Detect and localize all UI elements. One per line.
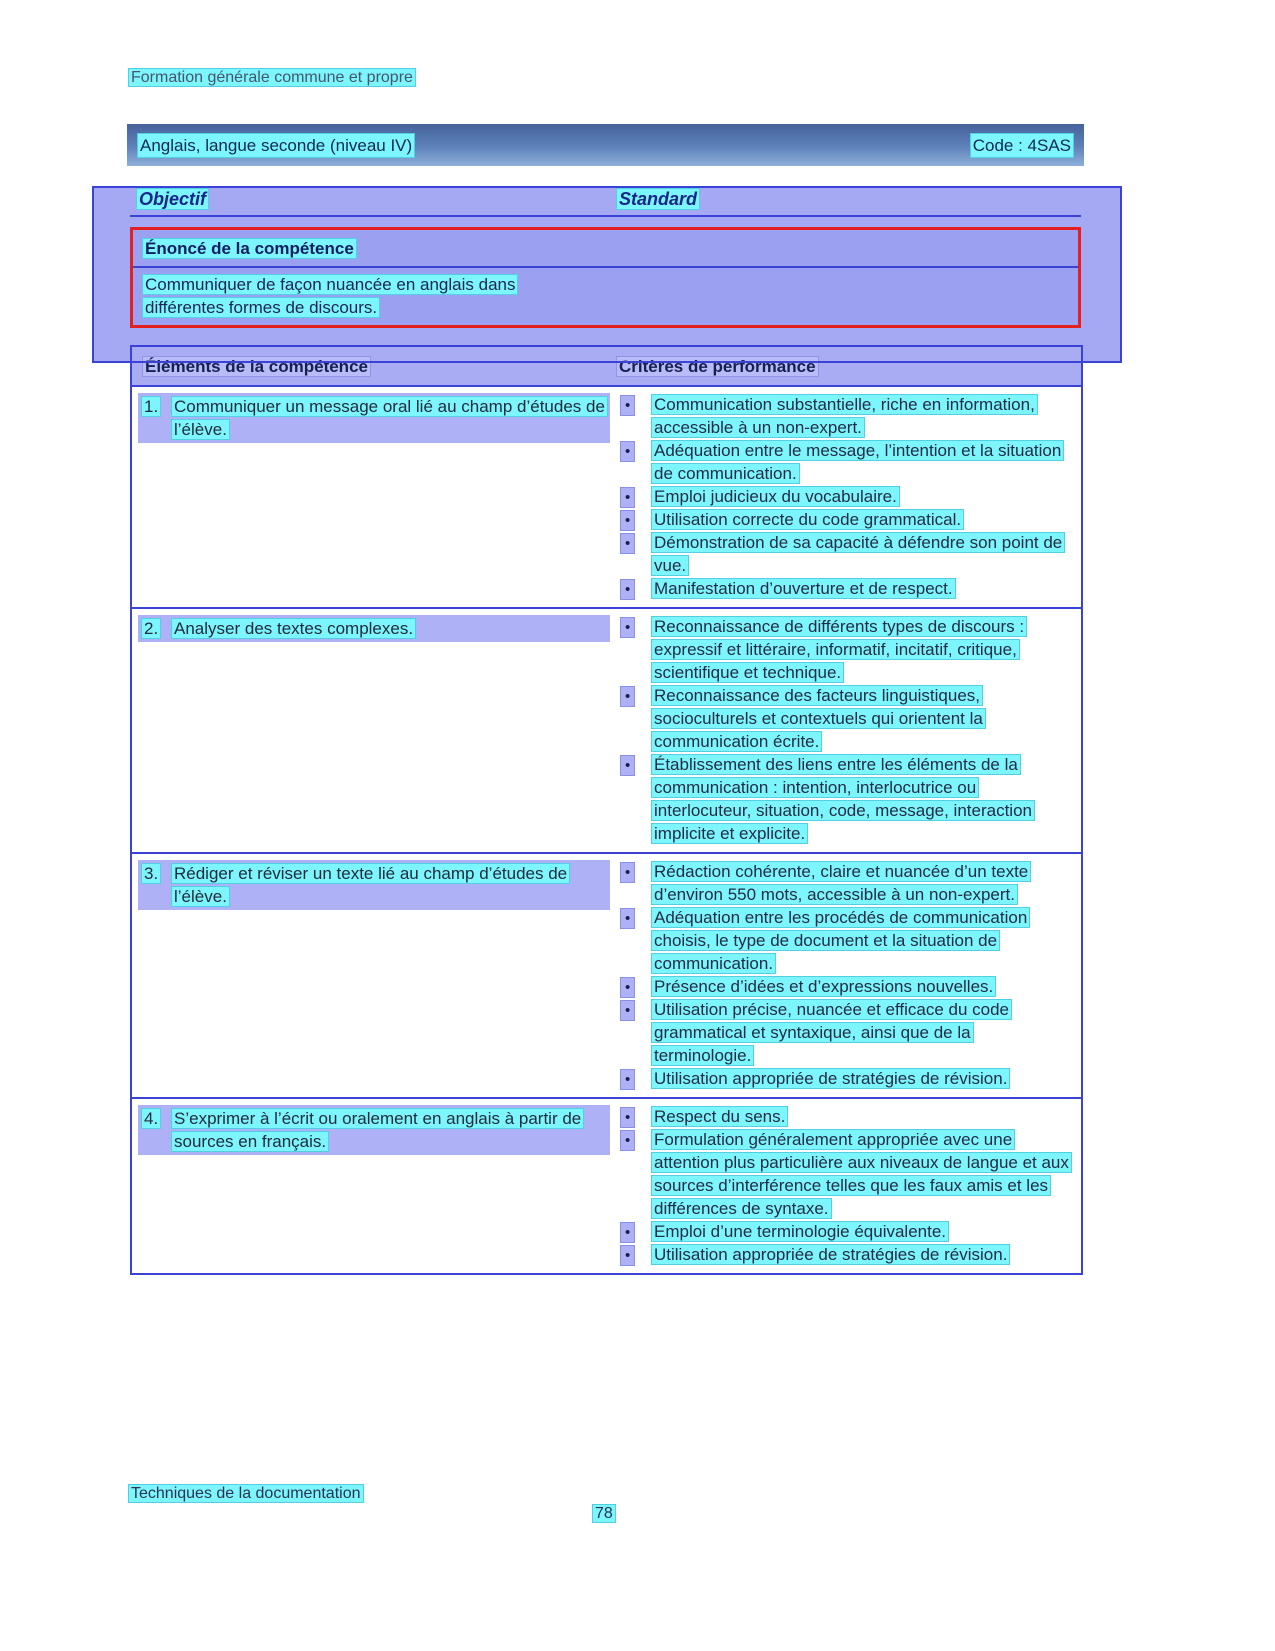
criterion-text: Utilisation appropriée de stratégies de révision. bbox=[651, 1243, 1071, 1266]
element-cell bbox=[138, 860, 618, 1090]
bullet-icon: • bbox=[618, 906, 651, 929]
page-number bbox=[592, 1502, 616, 1525]
bullet-icon: • bbox=[618, 1067, 651, 1090]
criterion-item bbox=[618, 531, 1071, 577]
criterion-item bbox=[618, 1128, 1071, 1220]
page-number-text: 78 bbox=[592, 1504, 616, 1523]
element-text: S’exprimer à l’écrit ou oralement en anglais à partir de sources en français. bbox=[171, 1107, 607, 1153]
bullet-icon: • bbox=[618, 439, 651, 462]
criterion-text: Emploi d’une terminologie équivalente. bbox=[651, 1220, 1071, 1243]
table-body bbox=[132, 387, 1081, 1273]
criterion-item bbox=[618, 1105, 1071, 1128]
bullet-icon: • bbox=[618, 393, 651, 416]
criterion-text: Reconnaissance de différents types de discours : expressif et littéraire, informatif, incitatif, critique, scientifique et technique. bbox=[651, 615, 1071, 684]
bullet-icon: • bbox=[618, 860, 651, 883]
bullet-icon: • bbox=[618, 1243, 651, 1266]
bullet-icon: • bbox=[618, 684, 651, 707]
criterion-text: Utilisation correcte du code grammatical. bbox=[651, 508, 1071, 531]
element-cell bbox=[138, 615, 618, 845]
element-text: Communiquer un message oral lié au champ d’études de l’élève. bbox=[171, 395, 607, 441]
criterion-text: Communication substantielle, riche en information, accessible à un non-expert. bbox=[651, 393, 1071, 439]
element-item bbox=[138, 393, 610, 443]
course-title: Anglais, langue seconde (niveau IV) bbox=[137, 133, 415, 158]
element-cell bbox=[138, 393, 618, 600]
col-header-elements-text: Éléments de la compétence bbox=[142, 356, 371, 377]
bullet-icon: • bbox=[618, 1105, 651, 1128]
criterion-text: Présence d’idées et d’expressions nouvelles. bbox=[651, 975, 1071, 998]
bullet-icon: • bbox=[618, 975, 651, 998]
element-text: Rédiger et réviser un texte lié au champ d’études de l’élève. bbox=[171, 862, 607, 908]
bullet-icon: • bbox=[618, 577, 651, 600]
col-header-criteria-text: Critères de performance bbox=[616, 356, 819, 377]
standard-heading-text: Standard bbox=[616, 188, 700, 210]
course-banner bbox=[127, 124, 1084, 166]
criteria-list bbox=[618, 860, 1081, 1090]
col-header-elements bbox=[142, 355, 616, 378]
criterion-text: Utilisation appropriée de stratégies de révision. bbox=[651, 1067, 1071, 1090]
element-number: 4. bbox=[141, 1107, 171, 1153]
bullet-icon: • bbox=[618, 1220, 651, 1243]
section-label-text: Formation générale commune et propre bbox=[128, 68, 416, 87]
objectif-heading-text: Objectif bbox=[136, 188, 209, 210]
criterion-item bbox=[618, 1220, 1071, 1243]
bullet-icon: • bbox=[618, 1128, 651, 1151]
criterion-text: Utilisation précise, nuancée et efficace du code grammatical et syntaxique, ainsi que de la terminologie. bbox=[651, 998, 1071, 1067]
criteria-list bbox=[618, 1105, 1081, 1266]
criterion-text: Manifestation d’ouverture et de respect. bbox=[651, 577, 1071, 600]
course-code: Code : 4SAS bbox=[970, 133, 1074, 158]
criterion-text: Reconnaissance des facteurs linguistiques, socioculturels et contextuels qui orientent la communication écrite. bbox=[651, 684, 1071, 753]
table-row bbox=[132, 607, 1081, 852]
criterion-item bbox=[618, 615, 1071, 684]
criterion-item bbox=[618, 508, 1071, 531]
criterion-text: Adéquation entre les procédés de communication choisis, le type de document et la situation de communication. bbox=[651, 906, 1071, 975]
criterion-item bbox=[618, 393, 1071, 439]
criterion-item bbox=[618, 975, 1071, 998]
element-item bbox=[138, 615, 610, 642]
bullet-icon: • bbox=[618, 753, 651, 776]
criterion-item bbox=[618, 439, 1071, 485]
criteria-list bbox=[618, 615, 1081, 845]
footer-label bbox=[128, 1482, 364, 1505]
criterion-text: Rédaction cohérente, claire et nuancée d’un texte d’environ 550 mots, accessible à un non-expert. bbox=[651, 860, 1071, 906]
criterion-item bbox=[618, 753, 1071, 845]
table-header-row bbox=[132, 347, 1081, 387]
enonce-title-text: Énoncé de la compétence bbox=[142, 238, 357, 259]
bullet-icon: • bbox=[618, 508, 651, 531]
criterion-text: Établissement des liens entre les éléments de la communication : intention, interlocutrice ou interlocuteur, situation, code, message, interaction implicite et explicite. bbox=[651, 753, 1071, 845]
objectif-heading bbox=[136, 188, 209, 211]
criterion-item bbox=[618, 1067, 1071, 1090]
criterion-item bbox=[618, 998, 1071, 1067]
criterion-item bbox=[618, 684, 1071, 753]
competence-table bbox=[130, 345, 1083, 1275]
criterion-item bbox=[618, 860, 1071, 906]
enonce-box bbox=[130, 227, 1081, 328]
enonce-body-text: Communiquer de façon nuancée en anglais dans différentes formes de discours. bbox=[142, 274, 518, 318]
element-item bbox=[138, 860, 610, 910]
element-text: Analyser des textes complexes. bbox=[171, 617, 607, 640]
criterion-text: Démonstration de sa capacité à défendre son point de vue. bbox=[651, 531, 1071, 577]
criterion-text: Formulation généralement appropriée avec une attention plus particulière aux niveaux de langue et aux sources d’interférence telles que les faux amis et les différences de syntaxe. bbox=[651, 1128, 1071, 1220]
table-row bbox=[132, 387, 1081, 607]
enonce-body bbox=[133, 268, 598, 325]
criterion-text: Emploi judicieux du vocabulaire. bbox=[651, 485, 1071, 508]
bullet-icon: • bbox=[618, 615, 651, 638]
element-number: 1. bbox=[141, 395, 171, 441]
criterion-item bbox=[618, 485, 1071, 508]
element-cell bbox=[138, 1105, 618, 1266]
table-row bbox=[132, 852, 1081, 1097]
standard-heading bbox=[616, 188, 700, 211]
criterion-item bbox=[618, 1243, 1071, 1266]
criterion-text: Adéquation entre le message, l’intention et la situation de communication. bbox=[651, 439, 1071, 485]
criterion-text: Respect du sens. bbox=[651, 1105, 1071, 1128]
element-number: 3. bbox=[141, 862, 171, 908]
col-header-criteria bbox=[616, 355, 1081, 378]
criterion-item bbox=[618, 906, 1071, 975]
heading-divider bbox=[130, 215, 1081, 217]
section-label bbox=[128, 66, 416, 89]
criterion-item bbox=[618, 577, 1071, 600]
element-number: 2. bbox=[141, 617, 171, 640]
footer-label-text: Techniques de la documentation bbox=[128, 1484, 364, 1503]
criteria-list bbox=[618, 393, 1081, 600]
element-item bbox=[138, 1105, 610, 1155]
bullet-icon: • bbox=[618, 998, 651, 1021]
enonce-title bbox=[133, 230, 1078, 268]
bullet-icon: • bbox=[618, 485, 651, 508]
table-row bbox=[132, 1097, 1081, 1273]
bullet-icon: • bbox=[618, 531, 651, 554]
